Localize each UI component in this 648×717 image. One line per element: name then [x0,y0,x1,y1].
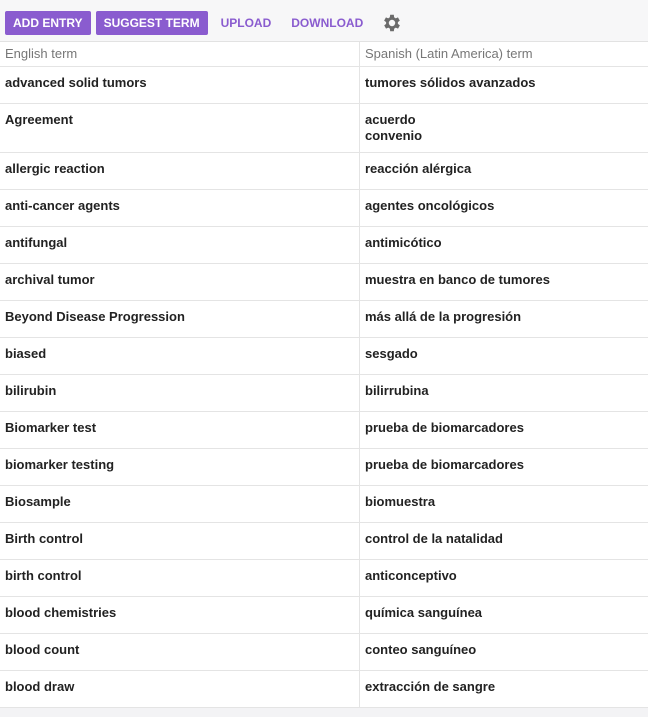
spanish-term [360,412,648,448]
spanish-term-text: control de la natalidad [365,531,503,546]
table-row[interactable] [0,104,648,153]
spanish-term [360,375,648,411]
table-row[interactable] [0,634,648,671]
spanish-term [360,301,648,337]
english-term: Biomarker test [0,412,360,448]
spanish-term [360,486,648,522]
table-row[interactable] [0,375,648,412]
spanish-term-text: reacción alérgica [365,161,472,176]
table-row[interactable] [0,671,648,708]
footer-area [0,708,648,717]
spanish-term-text: acuerdo [365,112,416,127]
table-row[interactable] [0,449,648,486]
spanish-term [360,671,648,707]
english-term: allergic reaction [0,153,360,189]
spanish-term [360,227,648,263]
download-button[interactable]: DOWNLOAD [291,15,364,30]
spanish-term [360,634,648,670]
english-term: bilirubin [0,375,360,411]
english-term: blood count [0,634,360,670]
english-term: Biosample [0,486,360,522]
english-term: Agreement [0,104,360,152]
table-row[interactable] [0,597,648,634]
spanish-term-text: muestra en banco de tumores [365,272,550,287]
spanish-term-text: extracción de sangre [365,679,496,694]
spanish-term-text: más allá de la progresión [365,309,522,324]
table-row[interactable] [0,67,648,104]
spanish-term-text: agentes oncológicos [365,198,495,213]
add-entry-button[interactable]: ADD ENTRY [5,11,91,35]
spanish-term-text: prueba de biomarcadores [365,420,524,435]
table-row[interactable] [0,412,648,449]
spanish-term-text: conteo sanguíneo [365,642,477,657]
spanish-term [360,523,648,559]
english-term: archival tumor [0,264,360,300]
spanish-term-text: prueba de biomarcadores [365,457,524,472]
spanish-term-text: biomuestra [365,494,436,509]
spanish-term [360,190,648,226]
english-term: anti-cancer agents [0,190,360,226]
spanish-term-text: química sanguínea [365,605,483,620]
upload-button[interactable]: UPLOAD [220,15,272,30]
english-term: biomarker testing [0,449,360,485]
spanish-term [360,449,648,485]
table-row[interactable] [0,338,648,375]
english-term: Beyond Disease Progression [0,301,360,337]
english-term: Birth control [0,523,360,559]
column-header-english[interactable]: English term [0,42,360,66]
english-term: antifungal [0,227,360,263]
spanish-term [360,153,648,189]
spanish-term [360,338,648,374]
glossary-table [0,42,648,708]
table-row[interactable] [0,227,648,264]
spanish-term-text: anticonceptivo [365,568,457,583]
table-row[interactable] [0,190,648,227]
table-row[interactable] [0,560,648,597]
spanish-term [360,104,648,152]
english-term: blood draw [0,671,360,707]
english-term: birth control [0,560,360,596]
column-header-spanish[interactable]: Spanish (Latin America) term [365,46,533,61]
spanish-term [360,67,648,103]
toolbar [0,0,648,42]
table-header [0,42,648,67]
table-row[interactable] [0,153,648,190]
spanish-term-text: antimicótico [365,235,442,250]
table-row[interactable] [0,301,648,338]
spanish-term-text: bilirrubina [365,383,429,398]
table-row[interactable] [0,264,648,301]
table-row[interactable] [0,486,648,523]
spanish-term [360,560,648,596]
english-term: biased [0,338,360,374]
english-term: blood chemistries [0,597,360,633]
spanish-term-text: convenio [365,128,423,143]
table-row[interactable] [0,523,648,560]
spanish-term [360,597,648,633]
spanish-term [360,264,648,300]
spanish-term-text: tumores sólidos avanzados [365,75,536,90]
spanish-term-text: sesgado [365,346,418,361]
english-term: advanced solid tumors [0,67,360,103]
suggest-term-button[interactable]: SUGGEST TERM [96,11,208,35]
gear-icon[interactable] [381,12,403,34]
